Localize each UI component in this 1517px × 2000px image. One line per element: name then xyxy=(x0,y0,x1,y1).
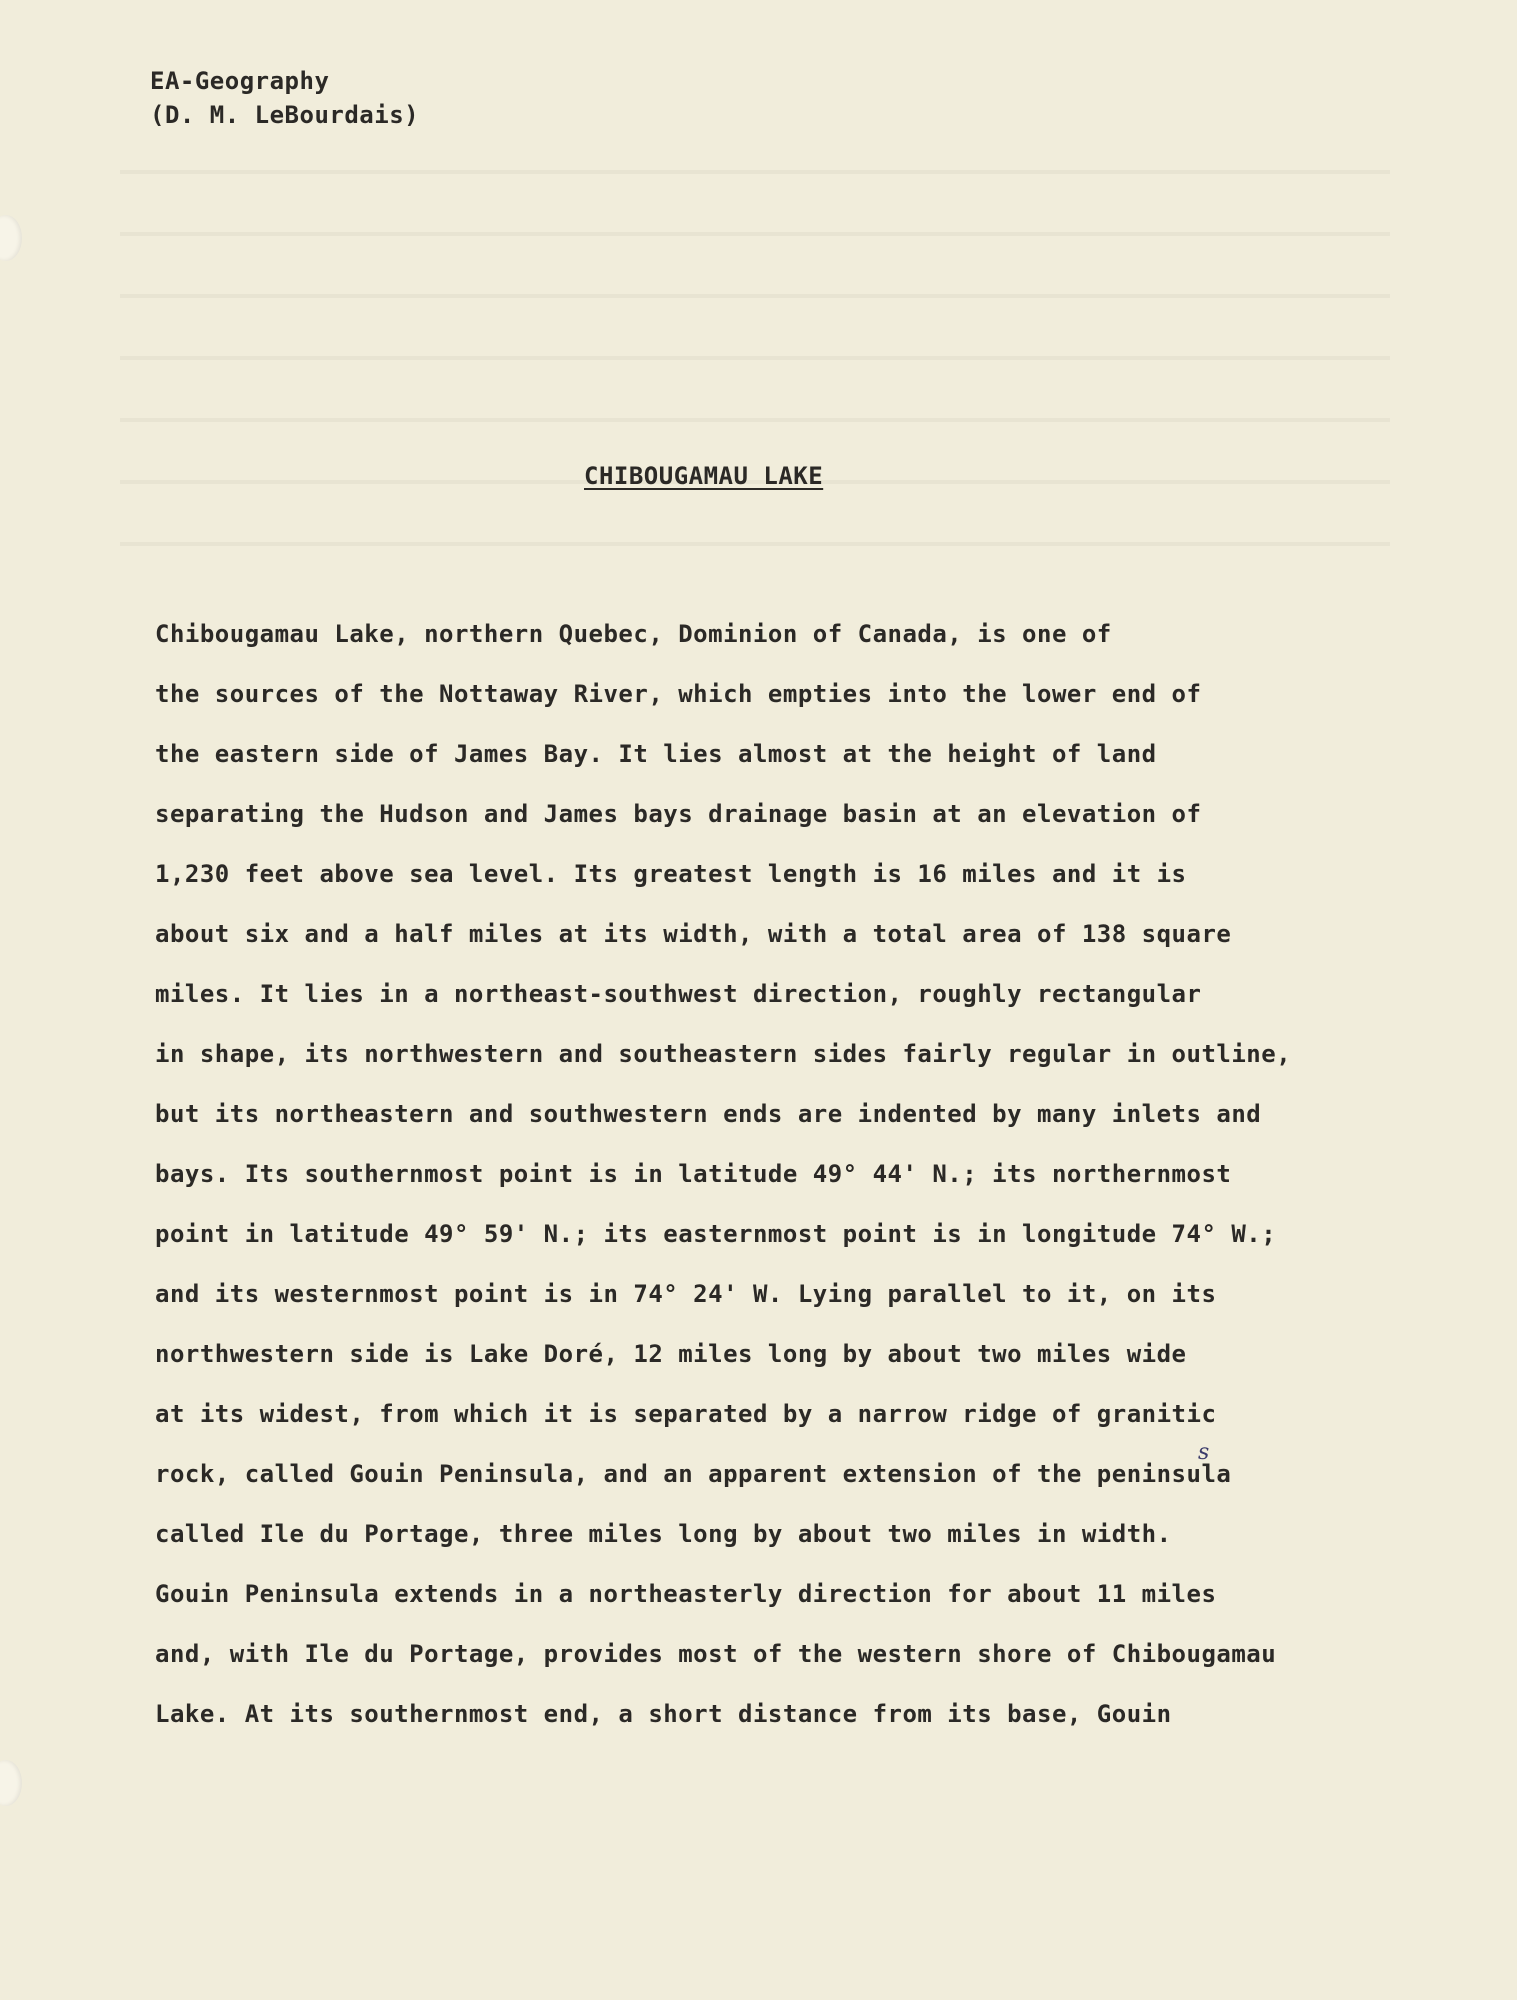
text-line: bays. Its southernmost point is in latitude 49° 44' N.; its northernmost xyxy=(155,1160,1232,1188)
bleed-through-texture xyxy=(120,130,1390,590)
text-line: separating the Hudson and James bays drainage basin at an elevation of xyxy=(155,800,1202,828)
text-line: the eastern side of James Bay. It lies almost at the height of land xyxy=(155,740,1157,768)
punch-hole xyxy=(0,1760,22,1806)
text-line: northwestern side is Lake Doré, 12 miles long by about two miles wide xyxy=(155,1340,1187,1368)
punch-hole xyxy=(0,215,22,261)
document-header xyxy=(150,64,419,132)
text-line: point in latitude 49° 59' N.; its easternmost point is in longitude 74° W.; xyxy=(155,1220,1277,1248)
text-line: at its widest, from which it is separated by a narrow ridge of granitic xyxy=(155,1400,1217,1428)
text-line: Chibougamau Lake, northern Quebec, Dominion of Canada, is one of xyxy=(155,620,1112,648)
text-line: rock, called Gouin Peninsula, and an apparent extension of the peninsula xyxy=(155,1460,1232,1488)
header-subject: EA-Geography xyxy=(150,67,330,95)
text-line: Gouin Peninsula extends in a northeasterly direction for about 11 miles xyxy=(155,1580,1217,1608)
text-line: in shape, its northwestern and southeastern sides fairly regular in outline, xyxy=(155,1040,1292,1068)
text-line: called Ile du Portage, three miles long by about two miles in width. xyxy=(155,1520,1172,1548)
handwritten-correction: s xyxy=(1198,1440,1210,1465)
text-line: and its westernmost point is in 74° 24' W. Lying parallel to it, on its xyxy=(155,1280,1217,1308)
text-line: but its northeastern and southwestern ends are indented by many inlets and xyxy=(155,1100,1262,1128)
text-line: 1,230 feet above sea level. Its greatest length is 16 miles and it is xyxy=(155,860,1187,888)
header-author: (D. M. LeBourdais) xyxy=(150,101,420,129)
text-line: Lake. At its southernmost end, a short distance from its base, Gouin xyxy=(155,1700,1172,1728)
text-line: and, with Ile du Portage, provides most of the western shore of Chibougamau xyxy=(155,1640,1277,1668)
page-title: CHIBOUGAMAU LAKE xyxy=(584,462,824,490)
text-line: the sources of the Nottaway River, which empties into the lower end of xyxy=(155,680,1202,708)
text-line: miles. It lies in a northeast-southwest direction, roughly rectangular xyxy=(155,980,1202,1008)
text-line: about six and a half miles at its width, with a total area of 138 square xyxy=(155,920,1232,948)
